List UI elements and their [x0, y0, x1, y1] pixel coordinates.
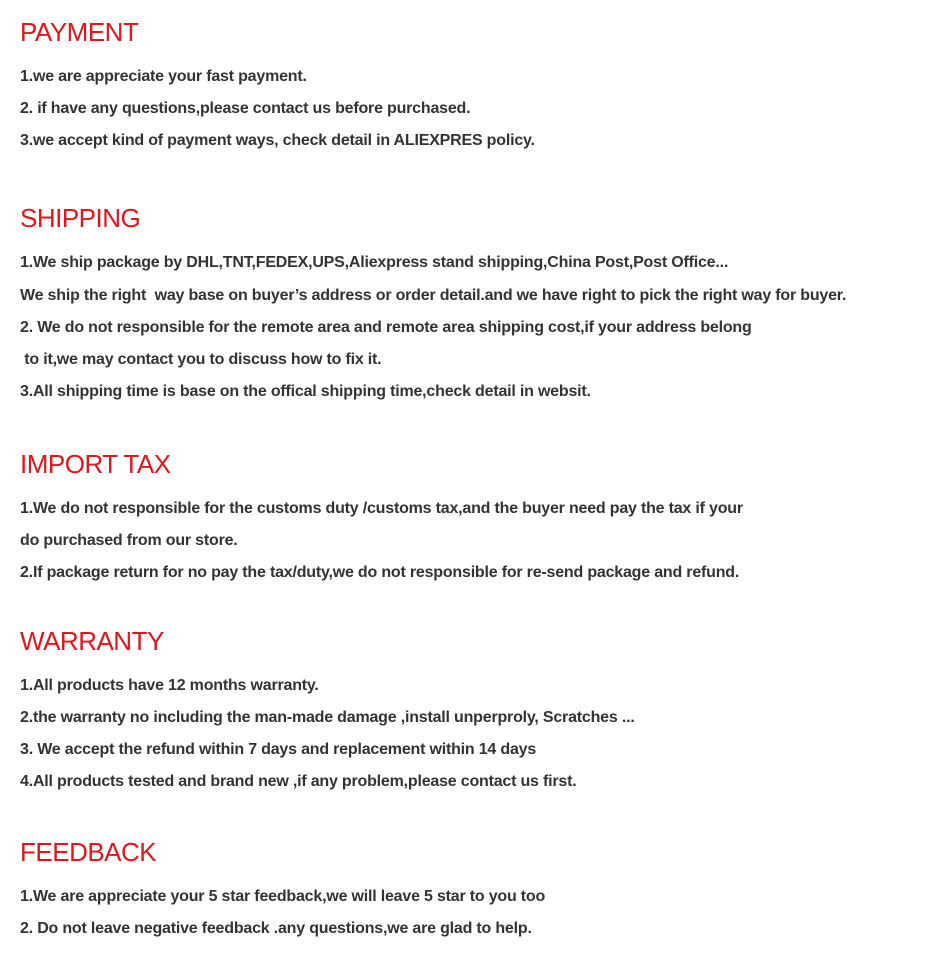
feedback-line-1: 1.We are appreciate your 5 star feedback,we will leave 5 star to you too: [20, 888, 546, 905]
shipping-line-1: 1.We ship package by DHL,TNT,FEDEX,UPS,Aliexpress stand shipping,China Post,Post Office...: [20, 254, 729, 271]
shipping-line-2: We ship the right way base on buyer’s address or order detail.and we have right to pick the right way for buyer.: [20, 287, 847, 304]
payment-line-2: 2. if have any questions,please contact us before purchased.: [20, 100, 471, 117]
payment-line-1: 1.we are appreciate your fast payment.: [20, 68, 307, 85]
warranty-line-4: 4.All products tested and brand new ,if any problem,please contact us first.: [20, 773, 577, 790]
feedback-line-2: 2. Do not leave negative feedback .any questions,we are glad to help.: [20, 920, 532, 937]
shipping-line-4: to it,we may contact you to discuss how to fix it.: [20, 351, 382, 368]
import-tax-line-2: do purchased from our store.: [20, 532, 238, 549]
shipping-line-3: 2. We do not responsible for the remote area and remote area shipping cost,if your address belong: [20, 319, 752, 336]
shipping-heading: SHIPPING: [20, 203, 141, 233]
import-tax-line-1: 1.We do not responsible for the customs duty /customs tax,and the buyer need pay the tax if your: [20, 500, 743, 517]
import-tax-line-3: 2.If package return for no pay the tax/duty,we do not responsible for re-send package and refund.: [20, 564, 740, 581]
warranty-line-2: 2.the warranty no including the man-made damage ,install unperproly, Scratches ...: [20, 709, 635, 726]
warranty-heading: WARRANTY: [20, 626, 164, 656]
import-tax-heading: IMPORT TAX: [20, 449, 171, 479]
warranty-line-3: 3. We accept the refund within 7 days and replacement within 14 days: [20, 741, 537, 758]
warranty-line-1: 1.All products have 12 months warranty.: [20, 677, 319, 694]
payment-heading: PAYMENT: [20, 17, 139, 47]
feedback-heading: FEEDBACK: [20, 837, 157, 867]
payment-line-3: 3.we accept kind of payment ways, check detail in ALIEXPRES policy.: [20, 132, 535, 149]
shipping-line-5: 3.All shipping time is base on the offical shipping time,check detail in websit.: [20, 383, 591, 400]
